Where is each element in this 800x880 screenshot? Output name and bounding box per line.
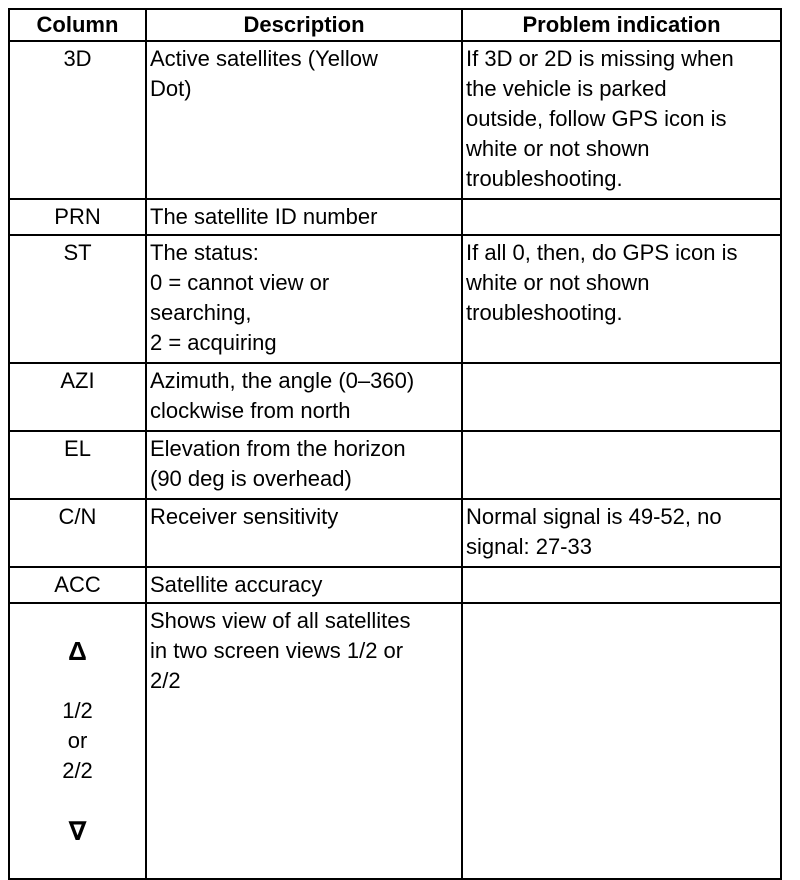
table-row-prn: [9, 199, 781, 235]
cell-description: The status: 0 = cannot view or searching, 2 = acquiring: [146, 235, 462, 363]
header-problem-indication: Problem indication: [462, 9, 781, 41]
table-row-azi: [9, 363, 781, 431]
cell-column: ACC: [9, 567, 146, 603]
page-up-arrow-icon: Δ: [68, 636, 87, 666]
cell-description: Elevation from the horizon (90 deg is overhead): [146, 431, 462, 499]
table-row-cn: [9, 499, 781, 567]
cell-column-page-nav: [9, 603, 146, 879]
cell-column: EL: [9, 431, 146, 499]
cell-problem: If all 0, then, do GPS icon is white or not shown troubleshooting.: [462, 235, 781, 363]
cell-problem: [462, 363, 781, 431]
header-column: Column: [9, 9, 146, 41]
cell-column: 3D: [9, 41, 146, 199]
cell-column: AZI: [9, 363, 146, 431]
cell-problem: [462, 431, 781, 499]
cell-description: The satellite ID number: [146, 199, 462, 235]
cell-column: ST: [9, 235, 146, 363]
page-indicator-text: 1/2 or 2/2: [62, 698, 93, 783]
table-header-row: [9, 9, 781, 41]
cell-problem: [462, 603, 781, 879]
cell-problem: [462, 567, 781, 603]
cell-description: Receiver sensitivity: [146, 499, 462, 567]
table-row-st: [9, 235, 781, 363]
header-description: Description: [146, 9, 462, 41]
cell-problem: Normal signal is 49-52, no signal: 27-33: [462, 499, 781, 567]
cell-description: Satellite accuracy: [146, 567, 462, 603]
cell-description: Shows view of all satellites in two screen views 1/2 or 2/2: [146, 603, 462, 879]
cell-description: Active satellites (Yellow Dot): [146, 41, 462, 199]
gps-info-table-wrapper: [8, 8, 782, 880]
table-row-el: [9, 431, 781, 499]
table-row-acc: [9, 567, 781, 603]
cell-column: C/N: [9, 499, 146, 567]
cell-column: PRN: [9, 199, 146, 235]
table-row-page-nav: [9, 603, 781, 879]
table-row-3d: [9, 41, 781, 199]
page-down-arrow-icon: ∇: [68, 816, 87, 846]
cell-problem: If 3D or 2D is missing when the vehicle is parked outside, follow GPS icon is white or not shown troubleshooting.: [462, 41, 781, 199]
cell-description: Azimuth, the angle (0–360) clockwise from north: [146, 363, 462, 431]
cell-problem: [462, 199, 781, 235]
gps-column-reference-table: [8, 8, 782, 880]
